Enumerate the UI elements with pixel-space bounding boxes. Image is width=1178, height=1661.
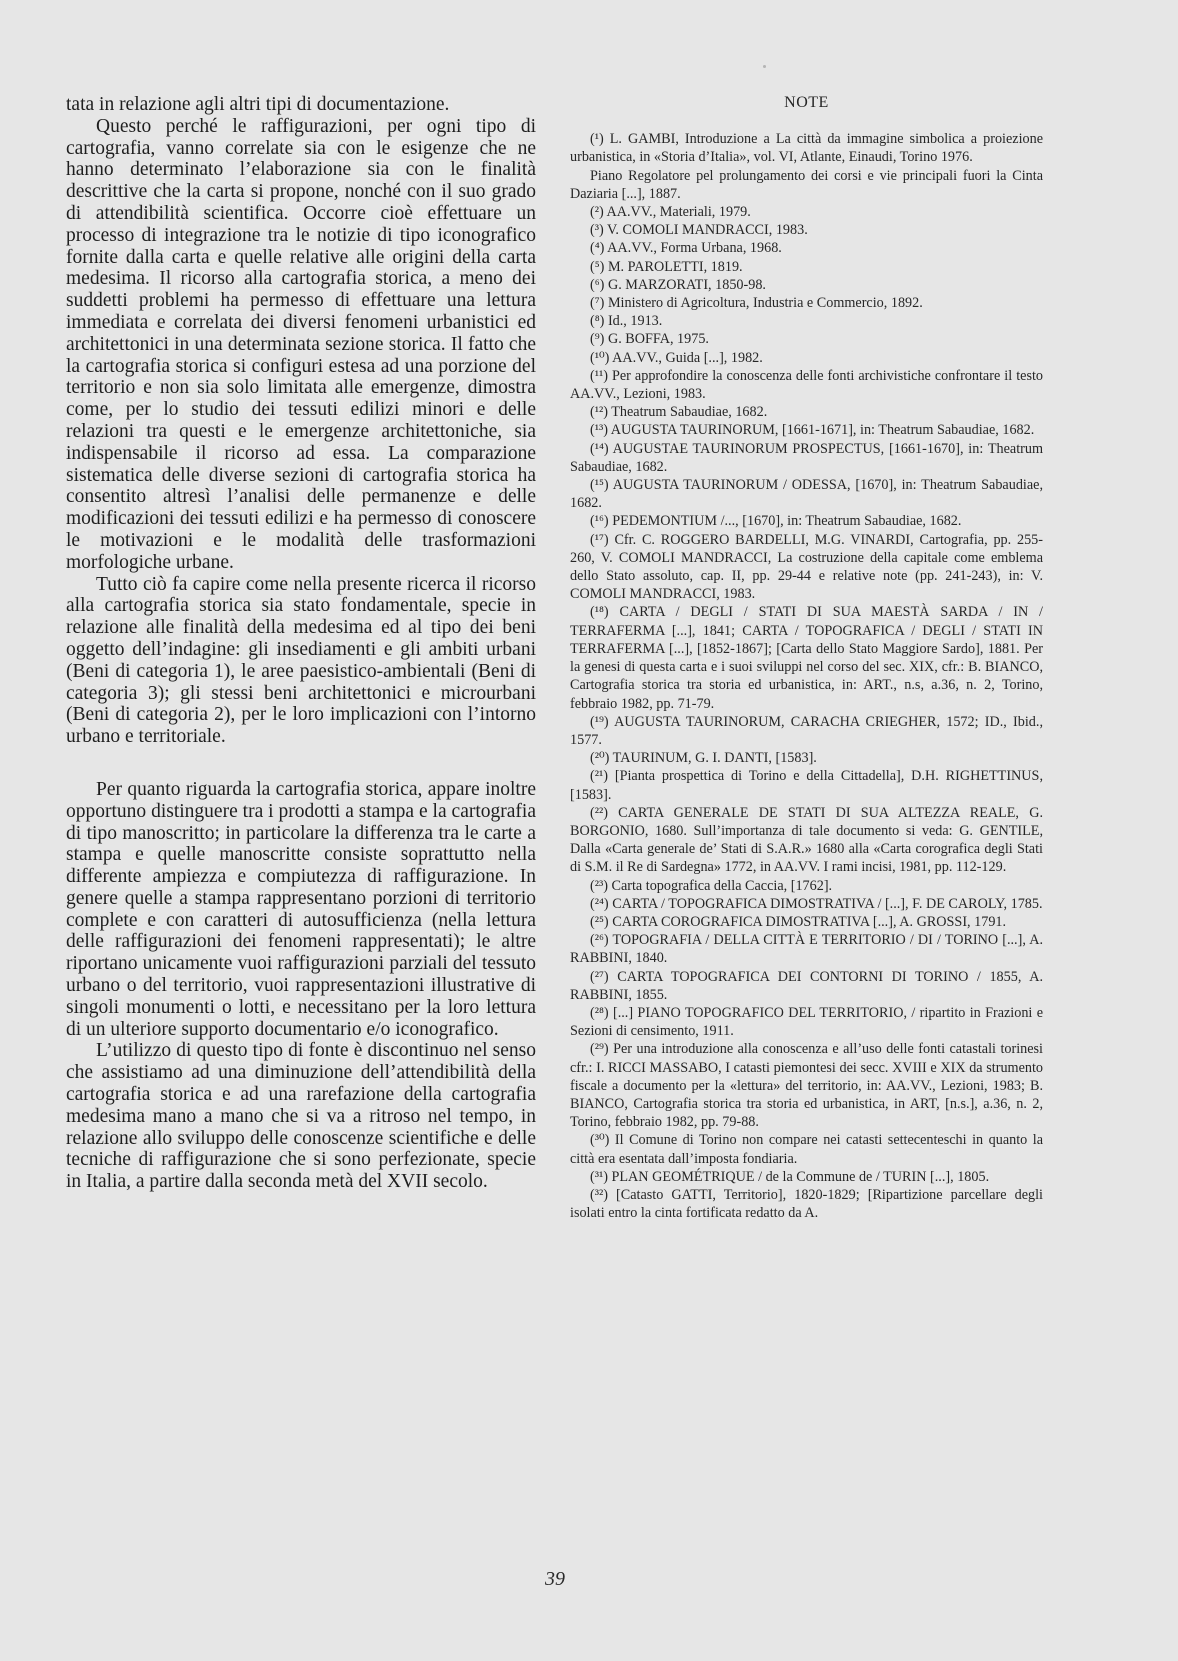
paragraph: tata in relazione agli altri tipi di documentazione.: [66, 94, 450, 115]
note-item: (²⁷) CARTA TOPOGRAFICA DEI CONTORNI DI TORINO / 1855, A. RABBINI, 1855.: [570, 968, 1043, 1003]
note-item: (²⁴) CARTA / TOPOGRAFICA DIMOSTRATIVA / [...], F. DE CAROLY, 1785.: [590, 895, 1043, 912]
note-item: (²⁸) [...] PIANO TOPOGRAFICO DEL TERRITORIO, / ripartito in Frazioni e Sezioni di censimento, 1911.: [570, 1004, 1043, 1040]
note-item: (²²) CARTA GENERALE DE STATI DI SUA ALTEZZA REALE, G. BORGONIO, 1680. Sull’importanza di tale documento si veda: G. GENTILE, Dalla «Carta generale de’ Stati di S.A.R.» 1680 alla «Carta corografica degli Stati di S.M. il Re di Sardegna» 1772, in AA.VV. I rami incisi, 1981, pp. 112-129.: [570, 804, 1043, 876]
note-item: (¹¹) Per approfondire la conoscenza delle fonti archivistiche confrontare il testo AA.VV., Lezioni, 1983.: [570, 367, 1043, 403]
note-item: (⁶) G. MARZORATI, 1850-98.: [590, 276, 766, 293]
notes-list: [570, 130, 1043, 1222]
notes-column: [570, 94, 1043, 1222]
note-item: (¹⁶) PEDEMONTIUM /..., [1670], in: Theatrum Sabaudiae, 1682.: [590, 513, 962, 530]
note-item: (²⁶) TOPOGRAFIA / DELLA CITTÀ E TERRITORIO / DI / TORINO [...], A. RABBINI, 1840.: [570, 932, 1043, 967]
note-item: (⁹) G. BOFFA, 1975.: [590, 331, 709, 348]
main-text-column: [66, 94, 536, 1193]
paragraph: Questo perché le raffigurazioni, per ogni tipo di cartografia, vanno correlate sia con le esigenze che ne hanno determinato l’elaborazione sia con le finalità descrittive che la carta si propone, nonché con il suo grado di attendibilità scientifica. Occorre cioè effettuare un processo di integrazione tra le notizie di tipo iconografico fornite dalla carta e quelle relative alle origini della carta medesima. Il ricorso alla cartografia storica, a meno dei suddetti problemi ha permesso di effettuare una lettura immediata e correlata dei diversi fenomeni urbanistici ed architettonici in una determinata sezione storica. Il fatto che la cartografia storica si configuri estesa ad una porzione del territorio e non sia solo limitata alle emergenze, dimostra come, per lo studio dei tessuti edilizi minori e delle relazioni tra questi e le emergenze architettoniche, sia indispensabile il ricorso ad essa. La comparazione sistematica delle diverse sezioni di cartografia storica ha consentito altresì l’analisi delle permanenze e delle modificazioni dei tessuti edilizi e ha permesso di conoscere le motivazioni e le modalità delle trasformazioni morfologiche urbane.: [66, 115, 536, 573]
note-item: (³²) [Catasto GATTI, Territorio], 1820-1829; [Ripartizione parcellare degli isolati entro la cinta fortificata redatto da A.: [570, 1186, 1043, 1222]
note-item: (²³) Carta topografica della Caccia, [1762].: [590, 877, 833, 894]
note-item: (³¹) PLAN GEOMÉTRIQUE / de la Commune de / TURIN [...], 1805.: [590, 1168, 990, 1185]
note-item: (¹⁰) AA.VV., Guida [...], 1982.: [590, 349, 763, 366]
note-item: (¹³) AUGUSTA TAURINORUM, [1661-1671], in: Theatrum Sabaudiae, 1682.: [590, 422, 1035, 439]
note-item: (²⁵) CARTA COROGRAFICA DIMOSTRATIVA [...], A. GROSSI, 1791.: [590, 913, 1007, 930]
scan-speck: [763, 65, 766, 68]
note-item: (¹⁵) AUGUSTA TAURINORUM / ODESSA, [1670], in: Theatrum Sabaudiae, 1682.: [570, 477, 1043, 512]
note-item: (²) AA.VV., Materiali, 1979.: [590, 204, 751, 221]
note-item: (¹) L. GAMBI, Introduzione a La città da immagine simbolica a proiezione urbanistica, in «Storia d’Italia», vol. VI, Atlante, Einaudi, Torino 1976.: [570, 131, 1043, 166]
note-item: (⁵) M. PAROLETTI, 1819.: [590, 258, 743, 275]
note-item: (¹⁸) CARTA / DEGLI / STATI DI SUA MAESTÀ SARDA / IN / TERRAFERMA [...], 1841; CARTA / TOPOGRAFICA / DEGLI / STATI IN TERRAFERMA [...], [1852-1867]; [Carta dello Stato Maggiore Sardo], 1881. Per la genesi di questa carta e i suoi sviluppi nel corso del sec. XIX, cfr.: B. BIANCO, Cartografia storica tra storia ed urbanistica, in: ART., n.s, a.36, n. 2, Torino, febbraio 1982, pp. 71-79.: [570, 604, 1043, 712]
note-item: (³) V. COMOLI MANDRACCI, 1983.: [590, 222, 808, 239]
note-item: (⁴) AA.VV., Forma Urbana, 1968.: [590, 240, 782, 257]
note-item: (⁷) Ministero di Agricoltura, Industria e Commercio, 1892.: [590, 295, 923, 312]
note-item: (²¹) [Pianta prospettica di Torino e della Cittadella], D.H. RIGHETTINUS, [1583].: [570, 768, 1043, 803]
paragraph: Per quanto riguarda la cartografia storica, appare inoltre opportuno distinguere tra i prodotti a stampa e la cartografia di tipo manoscritto; in particolare la differenza tra le carte a stampa e quelle manoscritte consiste soprattutto nella differente ampiezza e compiutezza di raffigurazione. In genere quelle a stampa rappresentano porzioni di territorio complete e con caratteri di autosufficienza (nella lettura delle raffigurazioni dei fenomeni rappresentati); le altre riportano unicamente vuoi raffigurazioni parziali del tessuto urbano o del territorio, vuoi rappresentazioni illustrative di singoli monumenti o lotti, e necessitano per la loro lettura di un ulteriore supporto documentario e/o iconografico.: [66, 778, 536, 1040]
page-number: 39: [545, 1568, 565, 1590]
note-item: (¹⁴) AUGUSTAE TAURINORUM PROSPECTUS, [1661-1670], in: Theatrum Sabaudiae, 1682.: [570, 440, 1043, 475]
paragraph: L’utilizzo di questo tipo di fonte è discontinuo nel senso che assistiamo ad una diminuzione dell’attendibilità della cartografia storica e ad una rarefazione della cartografia medesima mano a mano che si va a ritroso nel tempo, in relazione allo sviluppo delle conoscenze scientifiche e delle tecniche di raffigurazione che si sono perfezionate, specie in Italia, a partire dalla seconda metà del XVII secolo.: [66, 1040, 536, 1193]
note-item: (²⁰) TAURINUM, G. I. DANTI, [1583].: [590, 750, 817, 767]
note-item: (¹⁷) Cfr. C. ROGGERO BARDELLI, M.G. VINARDI, Cartografia, pp. 255-260, V. COMOLI MANDRACCI, La costruzione della capitale come emblema dello Stato assoluto, cap. II, pp. 29-44 e relative note (pp. 241-243), in: V. COMOLI MANDRACCI, 1983.: [570, 531, 1043, 603]
note-item: (²⁹) Per una introduzione alla conoscenza e all’uso delle fonti catastali torinesi cfr.: I. RICCI MASSABO, I catasti piemontesi dei secc. XVIII e XIX da strumento fiscale a documento per la «lettura» del territorio, in: AA.VV., Lezioni, 1983; B. BIANCO, Cartografia storica tra storia ed urbanistica, in ART, [n.s.], a.36, n. 2, Torino, febbraio 1982, pp. 79-88.: [570, 1041, 1043, 1131]
note-item: (¹²) Theatrum Sabaudiae, 1682.: [590, 404, 768, 421]
note-item: (³⁰) Il Comune di Torino non compare nei catasti settecenteschi in quanto la città era esentata dall’imposta fondiaria.: [570, 1132, 1043, 1167]
notes-title: NOTE: [784, 94, 829, 111]
note-item: Piano Regolatore pel prolungamento dei corsi e vie principali fuori la Cinta Daziaria [...], 1887.: [570, 167, 1043, 202]
paragraph: Tutto ciò fa capire come nella presente ricerca il ricorso alla cartografia storica sia stato fondamentale, specie in relazione alle finalità della medesima ed al tipo dei beni oggetto dell’indagine: gli insediamenti e gli ambiti urbani (Beni di categoria 1), le aree paesistico-ambientali (Beni di categoria 3); gli stessi beni architettonici e microurbani (Beni di categoria 2), per le loro implicazioni con l’intorno urbano e territoriale.: [66, 573, 536, 748]
note-item: (⁸) Id., 1913.: [590, 313, 663, 330]
note-item: (¹⁹) AUGUSTA TAURINORUM, CARACHA CRIEGHER, 1572; ID., Ibid., 1577.: [570, 713, 1043, 748]
